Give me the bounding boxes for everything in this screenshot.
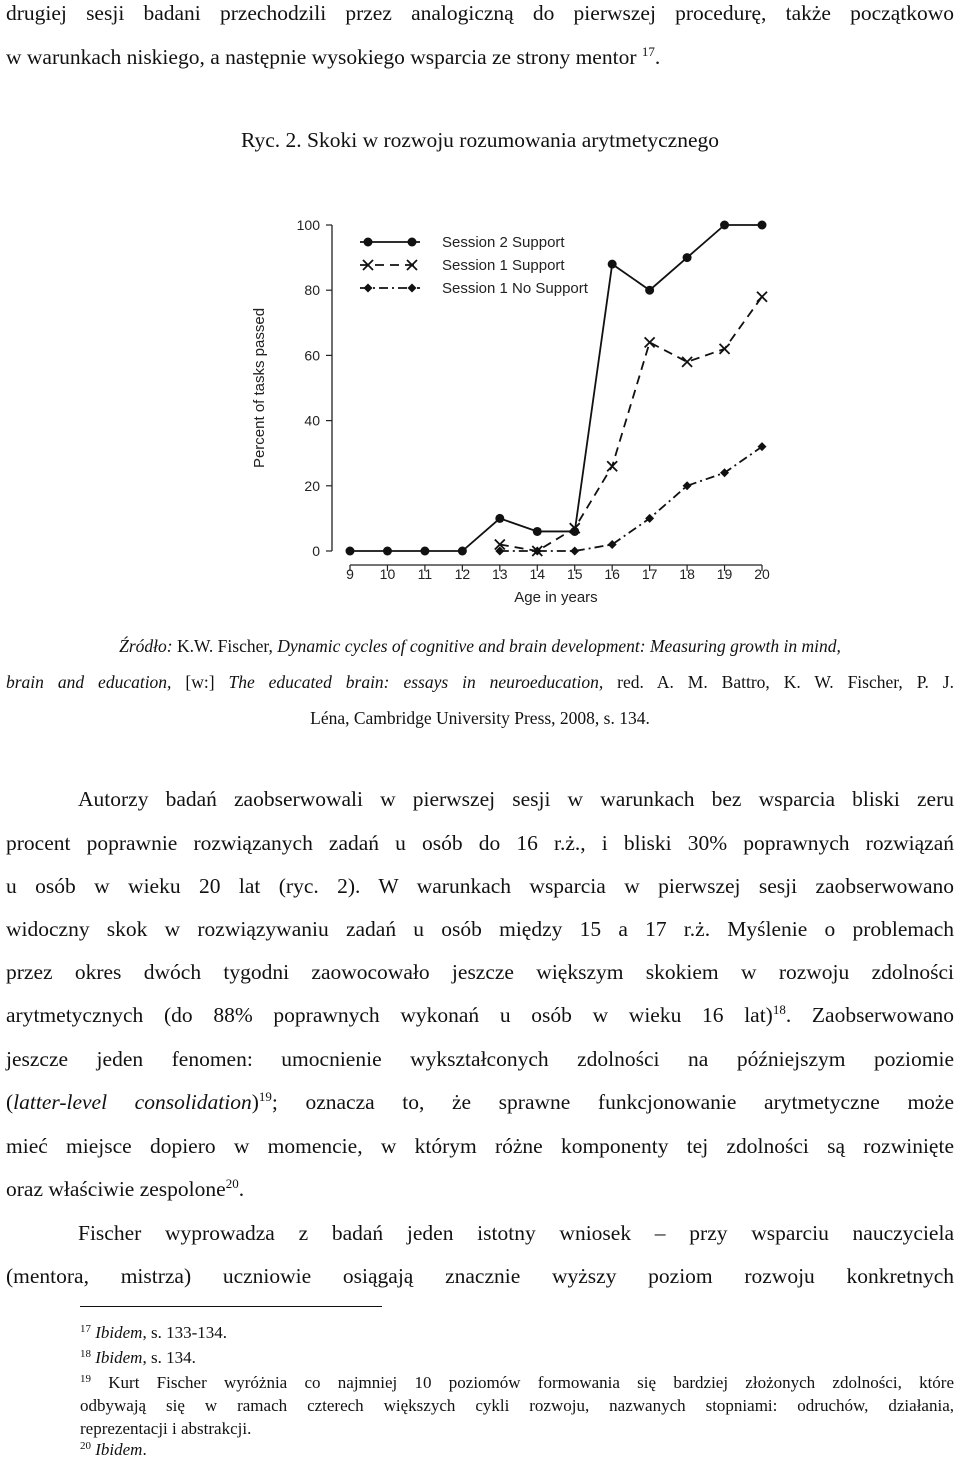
intro-line-2-end: . [654,45,661,69]
source-title: Dynamic cycles of cognitive and brain development: Measuring growth in mind, [277,636,841,656]
series-3 [495,442,766,555]
paragraph-2-line-2: (mentora, mistrza) uczniowie osiągają znacznie wyższy poziom rozwoju konkretnych [6,1264,954,1288]
paragraph-1-line-2: procent poprawnie rozwiązanych zadań u osób do 16 r.ż., i bliski 30% poprawnych rozwiązań [6,831,954,855]
y-tick-label: 80 [304,282,320,299]
footnote-text: , s. 133-134. [142,1323,227,1342]
data-point [570,527,579,536]
data-point [420,547,429,556]
source-line-3: Léna, Cambridge University Press, 2008, s. 134. [310,708,650,728]
footnote-ref-20: 20 [225,1176,239,1191]
paragraph-2-line-1: Fischer wyprowadza z badań jeden istotny wniosek – przy wsparciu nauczyciela [78,1221,954,1245]
footnote-17 [80,1322,954,1343]
source-in: [w:] [185,672,215,692]
footnote-separator [80,1306,382,1307]
intro-line-1: drugiej sesji badani przechodzili przez analogiczną do pierwszej procedurę, także początkowo [6,1,954,25]
data-point [607,461,617,471]
footnote-text: , s. 134. [142,1348,196,1367]
source-line-1 [6,633,954,659]
source-book-title: The educated brain: essays in neuroeducation, [228,672,604,692]
paragraph-1-line-4: widoczny skok w rozwiązywaniu zadań u osób między 15 a 17 r.ż. Myślenie o problemach [6,917,954,941]
paragraph-1-line-10 [6,1176,954,1202]
x-tick-label: 12 [454,566,471,582]
source-editors: red. A. M. Battro, K. W. Fischer, P. J. [617,672,954,692]
legend-marker [364,284,373,293]
y-tick-label: 100 [296,217,320,233]
series-2 [495,292,767,556]
footnote-ref-17: 17 [641,44,655,59]
data-point [720,344,730,354]
data-point [758,221,767,230]
legend-marker [408,238,417,247]
line-chart [230,200,790,610]
y-axis-label: Percent of tasks passed [251,307,268,469]
legend-entry-1 [360,234,565,251]
chart-axes [251,217,770,606]
data-point [533,527,542,536]
data-point [720,221,729,230]
footnote-text: . [142,1440,147,1459]
source-author: K.W. Fischer, [177,636,273,656]
data-point [645,337,655,347]
x-axis-label: Age in years [514,589,598,606]
legend-entry-3 [360,280,589,297]
footnote-19-line-3: reprezentacji i abstrakcji. [80,1419,252,1438]
x-tick-label: 16 [604,566,620,582]
footnote-number: 19 [80,1373,91,1385]
paragraph-1-line-5: przez okres dwóch tygodni zaowocowało jeszcze większym skokiem w rozwoju zdolności [6,960,954,984]
footnote-number: 18 [80,1348,91,1360]
y-tick-label: 0 [312,543,320,559]
data-point [346,547,355,556]
data-point [383,547,392,556]
x-tick-label: 20 [754,566,770,582]
legend-marker [364,238,373,247]
footnote-text: Kurt Fischer wyróżnia co najmniej 10 poziomów formowania się bardziej złożonych zdolności, które [108,1373,955,1392]
p1-l8-close: ) [251,1090,259,1114]
p1-l8-term: latter-level consolidation [13,1090,252,1114]
p1-l6-end: . Zaobserwowano [785,1003,954,1027]
p1-l6-text: arytmetycznych (do 88% poprawnych wykonań u osób w wieku 16 lat) [6,1003,773,1027]
footnote-ibidem: Ibidem [95,1323,143,1342]
figure-caption: Ryc. 2. Skoki w rozwoju rozumowania arytmetycznego [241,128,719,152]
data-point [495,514,504,523]
footnote-ref-18: 18 [772,1002,786,1017]
y-tick-label: 60 [304,347,320,364]
x-tick-label: 13 [492,566,508,582]
paragraph-1-line-8 [6,1089,954,1115]
footnote-number: 20 [80,1440,91,1452]
intro-line-2-text: w warunkach niskiego, a następnie wysokiego wsparcia ze strony mentor [6,45,637,69]
footnote-ibidem: Ibidem [95,1440,143,1459]
legend-marker [408,284,417,293]
source-label: Źródło: [119,636,173,656]
paragraph-1-line-6 [6,1002,954,1028]
p1-l8-rest: ; oznacza to, że sprawne funkcjonowanie arytmetyczne może [271,1090,955,1114]
paragraph-1-line-9: mieć miejsce dopiero w momencie, w którym różne komponenty tej zdolności są rozwinięte [6,1134,954,1158]
footnote-19-line-2: odbywają się w ramach czterech większych cykli rozwoju, nazwanych stopniami: odruchów, działania, [80,1396,954,1415]
legend-label: Session 1 No Support [442,280,588,297]
legend-entry-2 [360,257,565,274]
y-tick-label: 40 [304,412,320,429]
footnote-18 [80,1347,954,1368]
footnote-number: 17 [80,1323,91,1335]
p1-l10-text: oraz właściwie zespolone [6,1177,226,1201]
series-line [500,297,762,551]
data-point [757,292,767,302]
x-tick-label: 18 [679,566,695,582]
source-title-cont: brain and education, [6,672,172,692]
y-tick-label: 20 [304,477,320,494]
paragraph-1-line-1: Autorzy badań zaobserwowali w pierwszej sesji w warunkach bez wsparcia bliski zeru [78,787,954,811]
x-tick-label: 15 [566,566,583,582]
p1-l8-open: ( [6,1090,14,1114]
paragraph-1-line-3: u osób w wieku 20 lat (ryc. 2). W warunkach wsparcia w pierwszej sesji zaobserwowano [6,874,954,898]
legend-label: Session 1 Support [442,257,565,274]
data-point [645,286,654,295]
source-line-2 [6,669,954,695]
x-tick-label: 11 [417,566,433,582]
x-tick-label: 19 [716,566,733,582]
x-tick-label: 9 [346,566,354,582]
legend-label: Session 2 Support [442,234,565,251]
x-tick-label: 10 [379,566,396,582]
intro-line-2 [6,44,954,70]
p1-l10-end: . [238,1177,245,1201]
data-point [458,547,467,556]
data-point [682,357,692,367]
paragraph-1-line-7: jeszcze jeden fenomen: umocnienie wykształconych zdolności na późniejszym poziomie [6,1047,954,1071]
x-tick-label: 17 [641,566,658,582]
chart-legend [360,234,589,297]
footnote-ibidem: Ibidem [95,1348,143,1367]
footnote-20 [80,1439,954,1460]
footnote-ref-19: 19 [258,1089,272,1104]
footnote-19 [80,1372,954,1393]
data-point [570,547,579,556]
data-point [683,253,692,262]
x-tick-label: 14 [529,566,546,582]
data-point [608,260,617,269]
